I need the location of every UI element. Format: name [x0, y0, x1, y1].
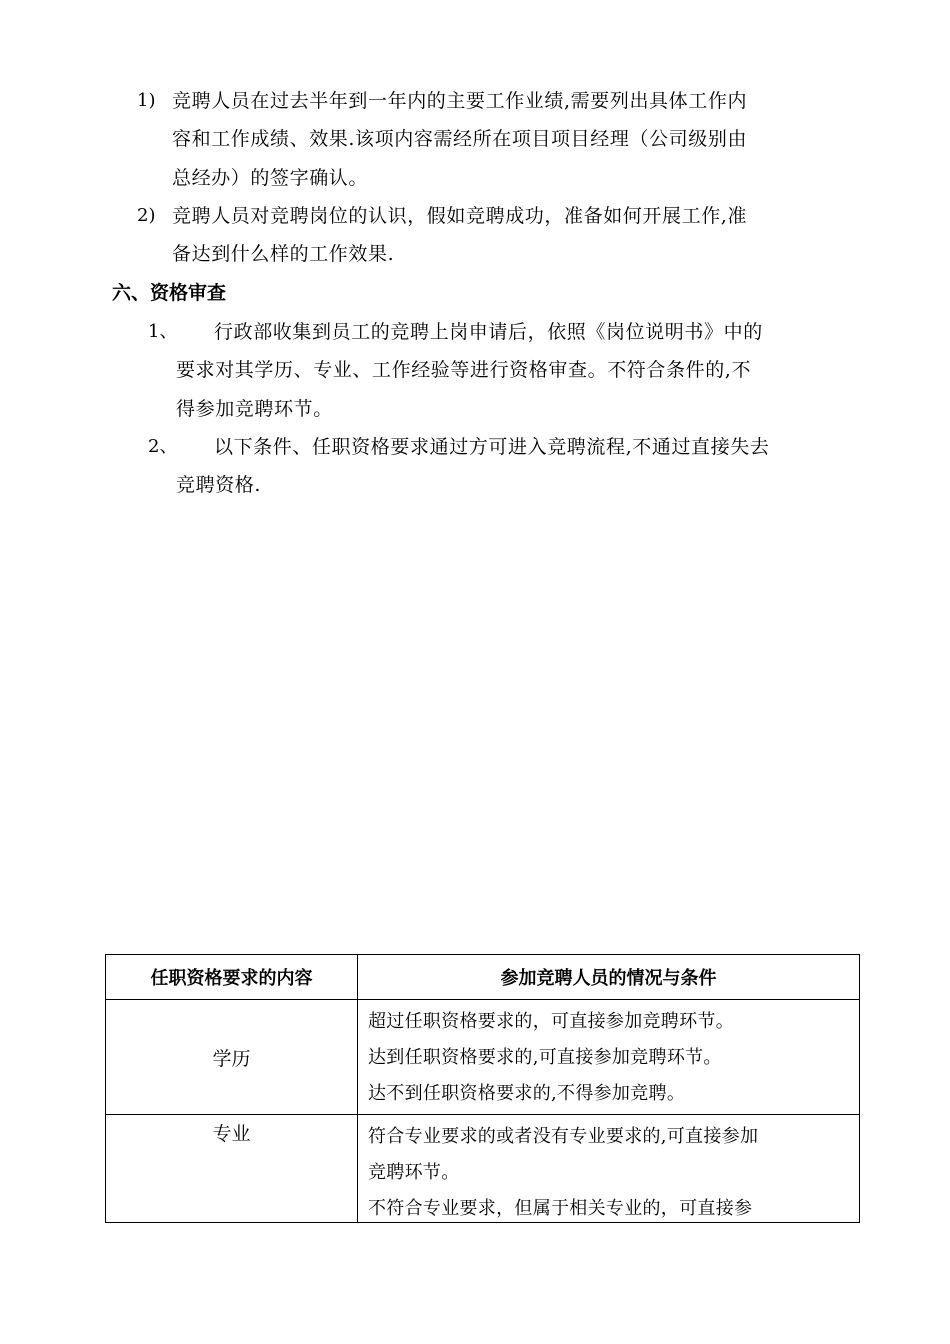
paragraph-line: 竞聘资格.	[176, 474, 262, 496]
condition-line: 超过任职资格要求的，可直接参加竞聘环节。	[368, 1011, 734, 1032]
section-heading: 六、资格审查	[112, 282, 227, 304]
requirements-table	[105, 954, 860, 1223]
paragraph-line: 竞聘人员在过去半年到一年内的主要工作业绩,需要列出具体工作内	[172, 90, 748, 112]
condition-line: 达到任职资格要求的,可直接参加竞聘环节。	[368, 1047, 722, 1068]
table-header-cell: 参加竞聘人员的情况与条件	[358, 955, 860, 1000]
condition-line: 不符合专业要求，但属于相关专业的，可直接参	[368, 1198, 753, 1218]
condition-line: 符合专业要求的或者没有专业要求的,可直接参加	[368, 1126, 759, 1147]
paragraph-line: 得参加竞聘环节。	[176, 398, 333, 420]
requirement-label: 学历	[106, 1000, 358, 1115]
paragraph-line: 以下条件、任职资格要求通过方可进入竞聘流程,不通过直接失去	[214, 436, 770, 458]
table-row	[106, 1000, 860, 1115]
list-marker: 2)	[137, 205, 156, 226]
paragraph-line: 要求对其学历、专业、工作经验等进行资格审查。不符合条件的,不	[176, 359, 752, 381]
table-row	[106, 1115, 860, 1223]
paragraph-line: 行政部收集到员工的竞聘上岗申请后，依照《岗位说明书》中的	[214, 321, 763, 343]
paragraph-line: 竞聘人员对竞聘岗位的认识，假如竞聘成功，准备如何开展工作,准	[172, 205, 748, 227]
condition-cell	[358, 1000, 860, 1115]
paragraph-line: 备达到什么样的工作效果.	[172, 243, 395, 265]
condition-cell-content	[368, 1119, 853, 1218]
table-header-cell: 任职资格要求的内容	[106, 955, 358, 1000]
condition-cell	[358, 1115, 860, 1223]
list-marker: 2、	[148, 436, 178, 457]
paragraph-line: 总经办）的签字确认。	[172, 167, 369, 189]
list-marker: 1、	[148, 321, 178, 342]
condition-line: 竞聘环节。	[368, 1162, 460, 1183]
table-header-row	[106, 955, 860, 1000]
paragraph-line: 容和工作成绩、效果.该项内容需经所在项目项目经理（公司级别由	[172, 128, 748, 150]
list-marker: 1)	[137, 90, 156, 111]
requirement-label: 专业	[106, 1115, 358, 1223]
condition-line: 达不到任职资格要求的,不得参加竞聘。	[368, 1083, 686, 1104]
